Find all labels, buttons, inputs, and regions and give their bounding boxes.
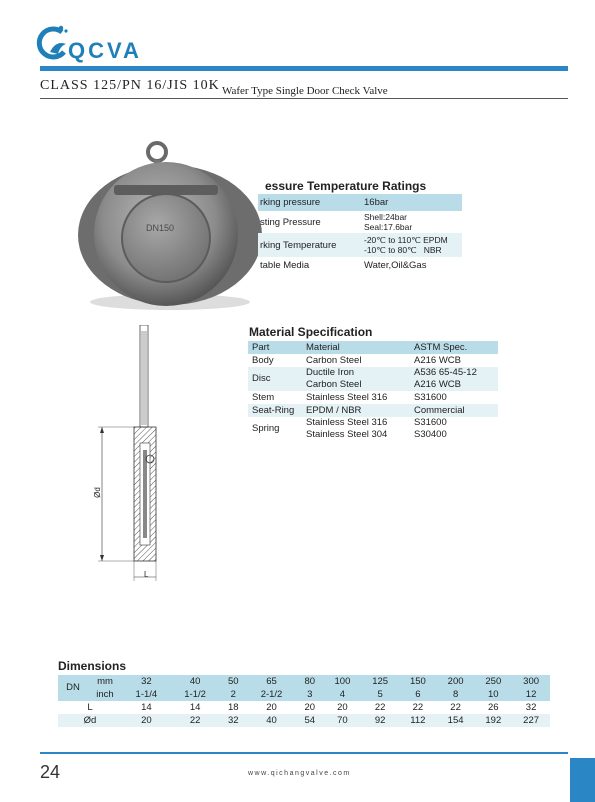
material-cell [304,417,412,441]
dim-cell: 112 [399,714,437,727]
material-line: Stainless Steel 316 [306,417,388,428]
dim-cell: 100 [324,675,362,688]
table-row [58,688,550,701]
pressure-label: table Media [260,260,310,271]
spec-line: A536 65-45-12 [414,367,477,378]
material-title: Material Specification [249,325,373,339]
part-cell: Body [252,354,274,366]
dim-cell: 22 [171,714,220,727]
pressure-label: rking pressure [258,194,362,211]
logo-text: QCVA [68,38,142,63]
material-line: Stainless Steel 304 [306,429,388,440]
material-cell: Stainless Steel 316 [306,391,388,403]
table-row [248,404,498,417]
pressure-value-line: Seal:17.6bar [364,222,413,232]
pressure-value: Water,Oil&Gas [364,260,427,271]
part-cell: Stem [252,391,275,403]
spec-line: S31600 [414,417,447,428]
spec-cell: Commercial [412,404,498,417]
dn-label: DN [58,675,88,701]
dim-cell: 200 [437,675,475,688]
dim-cell: 92 [361,714,399,727]
spec-cell [412,417,498,441]
dim-cell: 14 [141,701,152,713]
disc-label: DN150 [146,223,175,233]
dim-cell: 6 [399,688,437,701]
column-header: Material [304,341,412,354]
dim-cell: 40 [171,675,220,688]
spec-cell: A216 WCB [414,354,461,366]
dim-cell: 2-1/2 [247,688,296,701]
dim-cell: 54 [296,714,324,727]
dim-cell: 20 [337,701,348,713]
table-row [248,367,498,391]
table-row [258,194,462,211]
pressure-label: sting Pressure [260,216,321,228]
column-header: Part [248,341,304,354]
header-divider [40,98,568,99]
dim-cell: 8 [437,688,475,701]
l-label: L [87,701,93,713]
dim-cell: 22 [450,701,461,713]
dim-cell: 26 [488,701,499,713]
section-drawing [90,325,170,587]
material-table [248,341,498,441]
column-header: ASTM Spec. [412,341,498,354]
dim-cell: 22 [412,701,424,713]
dim-cell: 18 [228,701,239,713]
dim-cell: 12 [512,688,550,701]
pressure-value [362,211,462,233]
dim-cell: 10 [474,688,512,701]
dim-cell: 227 [512,714,550,727]
table-row [58,714,550,727]
inch-label: inch [88,688,122,701]
pressure-table [258,194,462,274]
dim-cell: 40 [247,714,296,727]
dim-cell: 1-1/4 [122,688,171,701]
dim-cell: 20 [304,701,316,713]
footer-rule [40,752,568,754]
material-cell: Carbon Steel [306,354,362,366]
dim-cell: 50 [219,675,247,688]
dim-cell: 1-1/2 [171,688,220,701]
dim-cell: 70 [324,714,362,727]
dim-cell: 80 [296,675,324,688]
logo [36,22,70,62]
spec-line: S30400 [414,429,447,440]
table-row [258,211,462,233]
table-row [258,233,462,257]
page-number: 24 [40,762,61,782]
valve-photo [74,140,264,315]
dim-cell: 300 [512,675,550,688]
page-subtitle: Wafer Type Single Door Check Valve [222,85,388,97]
dimension-l-label: L [144,570,149,579]
table-row [58,675,550,688]
dim-cell: 20 [122,714,171,727]
dim-cell: 192 [474,714,512,727]
dimensions-title: Dimensions [58,659,127,673]
page-tab-marker [570,758,595,802]
material-line: Carbon Steel [306,379,362,390]
material-line: Ductile Iron [306,367,355,378]
website-url[interactable]: www.qichangvalve.com [248,770,351,777]
logo-icon [36,22,70,62]
dim-cell: 5 [361,688,399,701]
table-row [248,354,498,367]
pressure-value-line: -20℃ to 110℃ EPDM [364,235,448,245]
header-rule [40,66,568,71]
material-cell: EPDM / NBR [304,404,412,417]
dim-cell: 125 [361,675,399,688]
table-row [258,257,462,274]
spec-line: A216 WCB [414,379,461,390]
table-header-row [248,341,498,354]
pressure-title: essure Temperature Ratings [265,179,427,193]
dim-cell: 20 [266,701,277,713]
dimension-d-label: Ød [92,487,102,498]
part-cell: Disc [248,367,304,391]
material-cell [304,367,412,391]
dim-cell: 32 [525,701,537,713]
dim-cell: 154 [437,714,475,727]
mm-label: mm [88,675,122,688]
pressure-value-line: -10℃ to 80℃ NBR [364,245,442,255]
dim-cell: 14 [189,701,201,713]
pressure-value-line: Shell:24bar [364,212,408,222]
dim-cell: 65 [247,675,296,688]
dimensions-table [58,675,550,727]
pressure-value: 16bar [362,194,462,211]
pressure-value [362,233,462,257]
spec-cell [412,367,498,391]
pressure-label: rking Temperature [258,233,362,257]
dim-cell: 250 [474,675,512,688]
dim-cell: 22 [374,701,386,713]
spec-cell: S31600 [414,391,447,403]
part-cell: Spring [252,423,280,434]
table-row [248,417,498,441]
dim-cell: 32 [122,675,171,688]
d-label: Ød [58,714,122,727]
dim-cell: 3 [296,688,324,701]
part-cell: Seat-Ring [248,404,304,417]
table-row [58,701,550,714]
page-title: CLASS 125/PN 16/JIS 10K [40,78,220,93]
table-row [248,391,498,404]
dim-cell: 4 [324,688,362,701]
dim-cell: 2 [219,688,247,701]
dim-cell: 150 [399,675,437,688]
dim-cell: 32 [219,714,247,727]
